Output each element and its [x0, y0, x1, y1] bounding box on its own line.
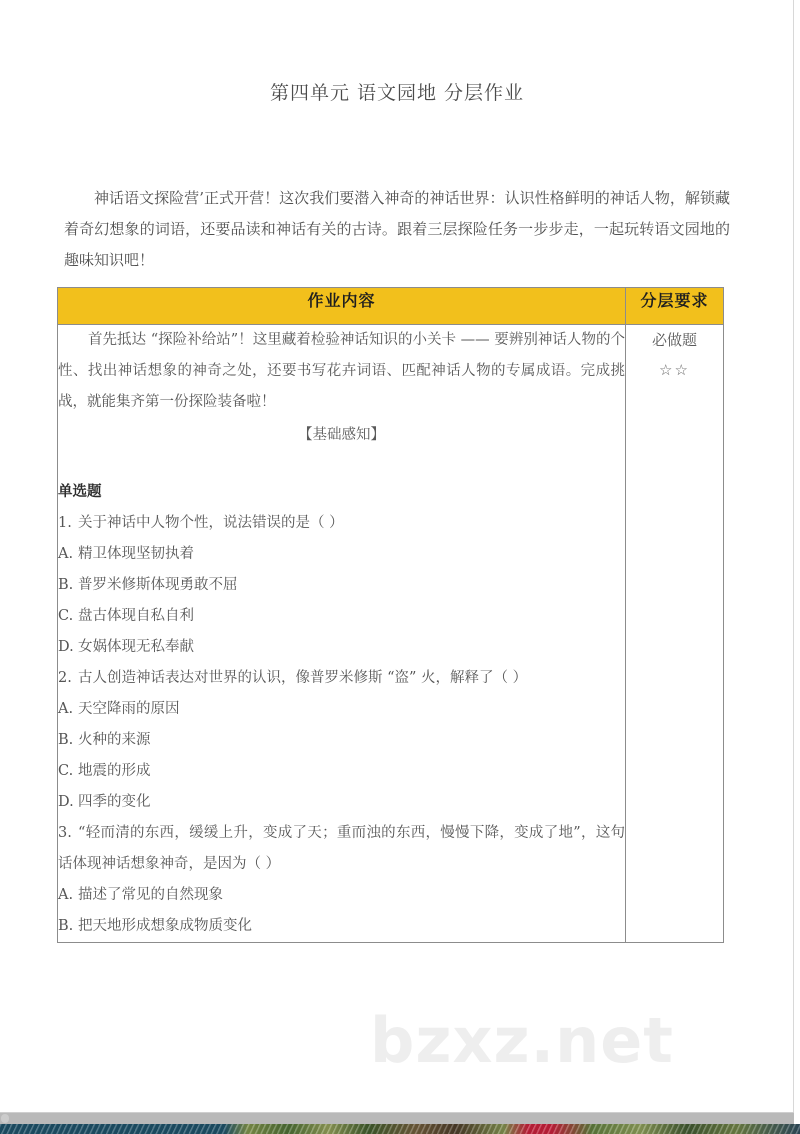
- option-letter: B.: [58, 918, 74, 934]
- intro-paragraph: 神话语文探险营’正式开营！这次我们要潜入神奇的神话世界：认识性格鲜明的神话人物，解锁藏着奇幻想象的词语，还要品读和神话有关的古诗。跟着三层探险任务一步步走，一起玩转语文园地的趣味知识吧！: [64, 189, 730, 269]
- option-letter: A.: [58, 701, 74, 717]
- horizontal-scrollbar[interactable]: [0, 1112, 794, 1124]
- page-right-gutter: [794, 0, 800, 1122]
- question-3-option-a[interactable]: [58, 880, 625, 911]
- option-text: 女娲体现无私奉献: [78, 639, 194, 655]
- section-tag: 【基础感知】: [298, 427, 385, 443]
- option-letter: A.: [58, 887, 74, 903]
- option-text: 天空降雨的原因: [78, 701, 180, 717]
- question-3-text: “轻而清的东西，缓缓上升，变成了天；重而浊的东西，慢慢下降，变成了地”，这句话体现神话想象神奇，是因为（ ）: [58, 825, 625, 872]
- option-text: 普罗米修斯体现勇敢不屈: [78, 577, 238, 593]
- assignment-content-cell: [58, 325, 626, 943]
- scrollbar-thumb[interactable]: [1, 1114, 9, 1123]
- watermark: bzxz.net: [370, 1004, 674, 1077]
- question-2-text: 古人创造神话表达对世界的认识，像普罗米修斯 “盗” 火，解释了（ ）: [78, 670, 528, 686]
- question-2-number: 2.: [58, 670, 72, 686]
- option-letter: B.: [58, 577, 74, 593]
- question-1-option-b[interactable]: [58, 570, 625, 601]
- header-content: 作业内容: [58, 288, 626, 325]
- option-letter: C.: [58, 608, 74, 624]
- question-2-stem: [58, 663, 625, 694]
- option-text: 四季的变化: [78, 794, 151, 810]
- question-3-option-b[interactable]: [58, 911, 625, 942]
- bottom-decorative-image: [0, 1124, 800, 1134]
- question-3-number: 3.: [58, 825, 72, 841]
- question-2-option-c[interactable]: [58, 756, 625, 787]
- option-text: 描述了常见的自然现象: [78, 887, 223, 903]
- question-1-option-d[interactable]: [58, 632, 625, 663]
- level-stars: ☆☆: [659, 361, 690, 379]
- option-text: 火种的来源: [78, 732, 151, 748]
- option-text: 精卫体现坚韧执着: [78, 546, 194, 562]
- table-row: [58, 325, 724, 943]
- header-level: 分层要求: [626, 288, 724, 325]
- content-spacer: [58, 451, 625, 471]
- assignment-table: [57, 287, 724, 943]
- question-1-text: 关于神话中人物个性，说法错误的是（ ）: [78, 515, 344, 531]
- option-text: 地震的形成: [78, 763, 151, 779]
- option-letter: B.: [58, 732, 74, 748]
- question-2-option-b[interactable]: [58, 725, 625, 756]
- option-letter: C.: [58, 763, 74, 779]
- question-1-option-a[interactable]: [58, 539, 625, 570]
- question-1-stem: [58, 508, 625, 539]
- question-1-number: 1.: [58, 515, 72, 531]
- question-1-option-c[interactable]: [58, 601, 625, 632]
- level-label: 必做题: [651, 331, 697, 349]
- question-3-stem: [58, 818, 625, 880]
- option-text: 把天地形成想象成物质变化: [78, 918, 252, 934]
- question-2-option-d[interactable]: [58, 787, 625, 818]
- option-letter: D.: [58, 639, 74, 655]
- task-intro-paragraph: 首先抵达 “探险补给站”！这里藏着检验神话知识的小关卡 —— 要辨别神话人物的个性、找出神话想象的神奇之处，还要书写花卉词语、匹配神话人物的专属成语。完成挑战，就能集齐第一份探险装备啦！: [58, 332, 625, 410]
- question-2-option-a[interactable]: [58, 694, 625, 725]
- level-requirement-cell: [626, 325, 724, 943]
- table-header-row: [58, 288, 724, 325]
- option-letter: A.: [58, 546, 74, 562]
- page-title: 第四单元 语文园地 分层作业: [269, 82, 525, 104]
- foliage-texture: [0, 1124, 800, 1134]
- option-text: 盘古体现自私自利: [78, 608, 194, 624]
- question-group-title: 单选题: [58, 484, 102, 500]
- option-letter: D.: [58, 794, 74, 810]
